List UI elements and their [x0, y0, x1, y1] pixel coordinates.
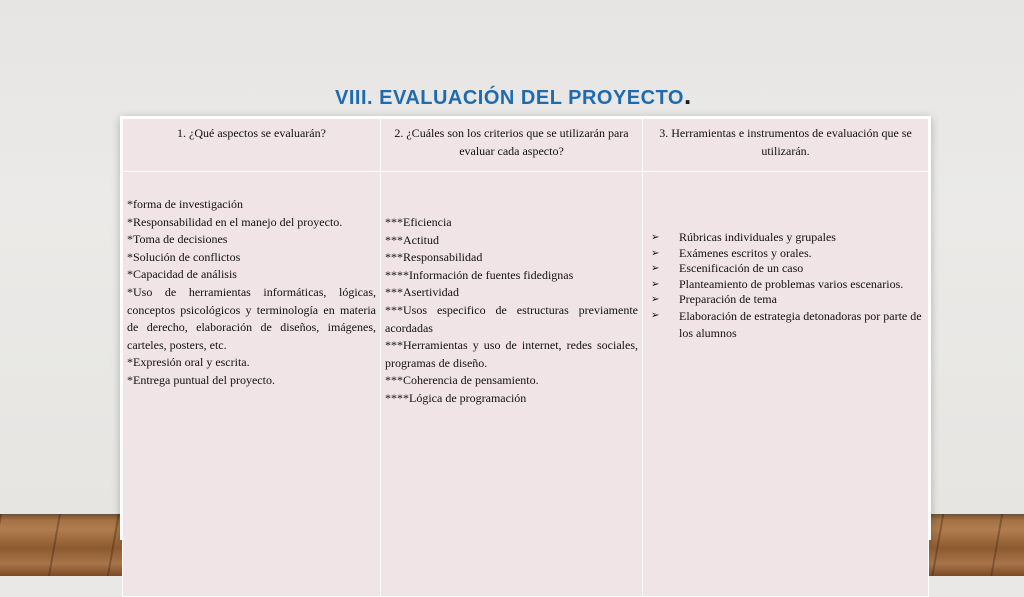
criterion-item: ***Actitud — [385, 232, 439, 247]
criterion-item: ***Coherencia de pensamiento. — [385, 373, 539, 388]
tool-item-text: Elaboración de estrategia detonadoras por parte de los alumnos — [679, 308, 922, 341]
tool-item — [651, 261, 924, 277]
criterion-item: ****Información de fuentes fidedignas — [385, 267, 574, 282]
tool-item — [651, 308, 924, 343]
slide-title-dot: . — [684, 80, 692, 110]
criterion-item: ***Usos especifico de estructuras previamente acordadas — [385, 302, 638, 335]
tool-item — [651, 292, 924, 308]
tool-item-text: Exámenes escritos y orales. — [679, 245, 812, 260]
tool-item — [651, 230, 924, 246]
aspect-item: *forma de investigación — [127, 197, 243, 211]
tool-item-text: Escenificación de un caso — [679, 261, 804, 275]
aspect-item: *Responsabilidad en el manejo del proyecto. — [127, 214, 343, 229]
criterion-item: ****Lógica de programación — [385, 390, 527, 405]
header-aspects: 1. ¿Qué aspectos se evaluarán? — [123, 119, 381, 172]
aspect-item: *Expresión oral y escrita. — [127, 355, 250, 370]
slide-title — [335, 80, 692, 111]
header-tools: 3. Herramientas e instrumentos de evaluación que se utilizarán. — [643, 119, 929, 172]
aspect-item: *Entrega puntual del proyecto. — [127, 372, 275, 387]
tool-item — [651, 277, 924, 293]
tool-item — [651, 246, 924, 262]
aspect-item: *Toma de decisiones — [127, 232, 228, 247]
aspect-item: *Capacidad de análisis — [127, 267, 237, 282]
criterion-item: ***Asertividad — [385, 285, 459, 300]
arrowhead-bullet-icon: ➢ — [651, 263, 660, 274]
arrowhead-bullet-icon: ➢ — [651, 232, 660, 243]
table-body-row — [123, 172, 929, 597]
criterion-item: ***Responsabilidad — [385, 250, 483, 265]
arrowhead-bullet-icon: ➢ — [651, 294, 660, 305]
aspect-item: *Solución de conflictos — [127, 249, 241, 264]
evaluation-table — [122, 118, 929, 597]
criterion-item: ***Eficiencia — [385, 215, 452, 229]
tool-item-text: Planteamiento de problemas varios escenarios. — [679, 276, 904, 291]
aspect-item: *Uso de herramientas informáticas, lógicas, conceptos psicológicos y terminología en materia de derecho, elaboración de diseños, imágenes, carteles, posters, etc. — [127, 284, 376, 352]
arrowhead-bullet-icon: ➢ — [651, 309, 660, 321]
evaluation-table-card — [120, 116, 931, 540]
slide-title-text: VIII. EVALUACIÓN DEL PROYECTO — [335, 87, 684, 109]
aspects-cell — [123, 172, 381, 597]
tools-cell — [643, 172, 929, 597]
arrowhead-bullet-icon: ➢ — [651, 278, 660, 290]
criterion-item: ***Herramientas y uso de internet, redes sociales, programas de diseño. — [385, 338, 638, 370]
tool-item-text: Preparación de tema — [679, 292, 777, 306]
tool-item-text: Rúbricas individuales y grupales — [679, 230, 836, 244]
criteria-cell — [381, 172, 643, 597]
tools-list — [647, 230, 924, 343]
header-criteria: 2. ¿Cuáles son los criterios que se utilizarán para evaluar cada aspecto? — [381, 119, 643, 172]
table-header-row — [123, 119, 929, 172]
arrowhead-bullet-icon: ➢ — [651, 247, 660, 259]
